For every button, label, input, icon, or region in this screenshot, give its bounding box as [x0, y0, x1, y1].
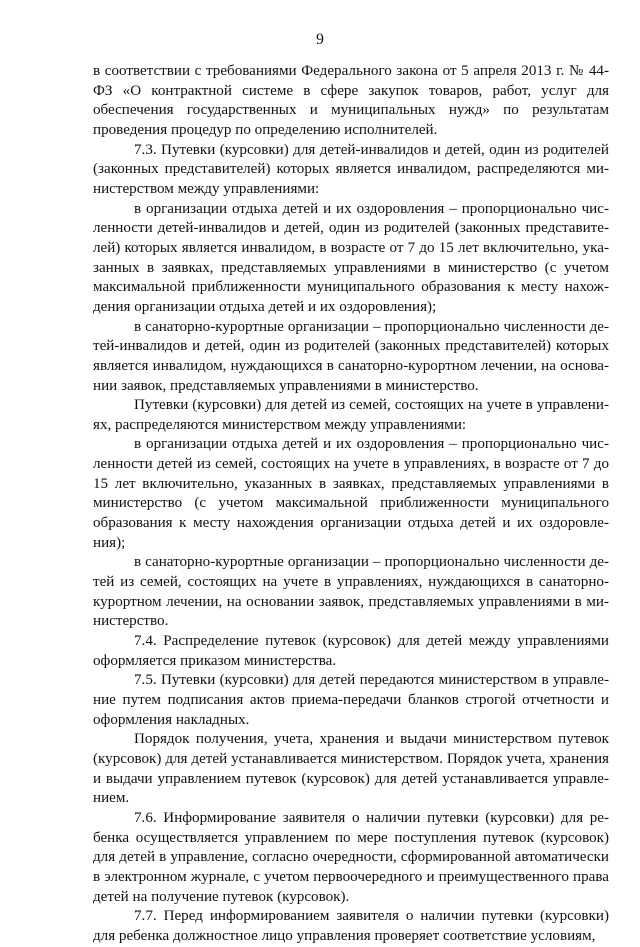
paragraph-7-7: 7.7. Перед информированием заявителя о наличии путевки (курсовки) для ребенка должностное лицо управления проверяет соответствие условиям, [93, 908, 609, 944]
paragraph-registered-families: Путевки (курсовки) для детей из семей, состоящих на учете в управлениях, распределяются министерством между управлениями: [93, 397, 609, 433]
paragraph-7-6: 7.6. Информирование заявителя о наличии путевки (курсовки) для ребенка осуществляется управлением по мере поступления путевок (курсовок) для детей в управление, согласно очередности, сформированной автоматически в электронном журнале, с учетом первоочередного и преимущественного права детей на получение путевок (курсовок). [93, 809, 609, 905]
document-body [93, 62, 609, 947]
paragraph-7-4: 7.4. Распределение путевок (курсовок) для детей между управлениями оформляется приказом министерства. [93, 633, 609, 669]
paragraph-rest-organizations-disabled: в организации отдыха детей и их оздоровления – пропорционально численности детей-инвалидов и детей, один из родителей (законных представителей) которых является инвалидом, в возрасте от 7 до 15 лет включительно, указанных в заявках, представляемых управлениями в министерство (с учетом максимальной приближенности муниципального образования к месту нахождения организации отдыха детей и их оздоровления); [93, 200, 609, 315]
paragraph-sanatorium-disabled: в санаторно-курортные организации – пропорционально численности детей-инвалидов и детей, один из родителей (законных представителей) которых является инвалидом, нуждающихся в санаторно-курортном лечении, на основании заявок, представляемых управлениями в министерство. [93, 318, 609, 394]
paragraph-7-3: 7.3. Путевки (курсовки) для детей-инвалидов и детей, один из родителей (законных представителей) которых является инвалидом, распределяются министерством между управлениями: [93, 141, 609, 197]
paragraph-continuation: в соответствии с требованиями Федерального закона от 5 апреля 2013 г. № 44-ФЗ «О контрактной системе в сфере закупок товаров, работ, услуг для обеспечения государственных и муниципальных нужд» по результатам проведения процедур по определению исполнителей. [93, 63, 609, 138]
paragraph-sanatorium-families: в санаторно-курортные организации – пропорционально численности детей из семей, состоящих на учете в управлениях, нуждающихся в санаторно-курортном лечении, на основании заявок, представляемых управлениями в министерство. [93, 554, 609, 630]
paragraph-7-5: 7.5. Путевки (курсовки) для детей передаются министерством в управление путем подписания актов приема-передачи бланков строгой отчетности и оформления накладных. [93, 672, 609, 728]
paragraph-voucher-procedure: Порядок получения, учета, хранения и выдачи министерством путевок (курсовок) для детей устанавливается министерством. Порядок учета, хранения и выдачи управлением путевок (курсовок) для детей устанавливается управлением. [93, 731, 609, 807]
page-number: 9 [316, 31, 324, 48]
paragraph-rest-organizations-families: в организации отдыха детей и их оздоровления – пропорционально численности детей из семей, состоящих на учете в управлениях, в возрасте от 7 до 15 лет включительно, указанных в заявках, представляемых управлениями в министерство (с учетом максимальной приближенности муниципального образования к месту нахождения организации отдыха детей и их оздоровления); [93, 436, 609, 551]
